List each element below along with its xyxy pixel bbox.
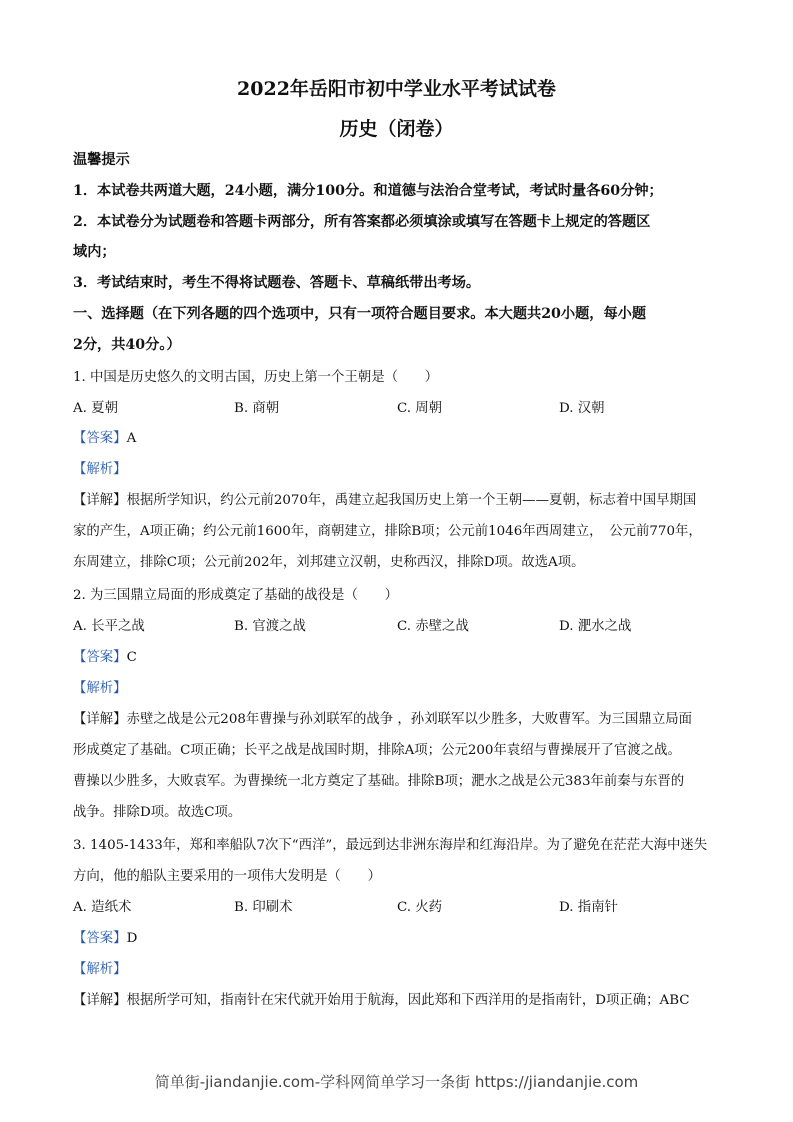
- q3-stem-cont: 方向，他的船队主要采用的一项伟大发明是（ ）: [73, 869, 381, 884]
- q2-stem: 2. 为三国鼎立局面的形成奠定了基础的战役是（ ）: [73, 588, 399, 603]
- q1-detail-3: 东周建立，排除C项；公元前202年，刘邦建立汉朝，史称西汉，排除D项。故选A项。: [73, 555, 585, 570]
- q2-detail-1: 【详解】赤壁之战是公元208年曹操与孙刘联军的战争 ，孙刘联军以少胜多，大败曹军。为三国鼎立局面: [73, 712, 692, 727]
- q3-stem: 3. 1405-1433年，郑和率船队7次下“西洋”，最远到达非洲东海岸和红海沿岸。为了避免在茫茫大海中迷失: [73, 838, 708, 853]
- tip-2-cont: 域内；: [73, 244, 116, 260]
- analysis-label: 【解析】: [73, 962, 127, 977]
- tip-3: 3．考试结束时，考生不得将试题卷、答题卡、草稿纸带出考场。: [73, 275, 481, 291]
- page-title: 2022年岳阳市初中学业水平考试试卷: [237, 78, 556, 100]
- detail-label: 【详解】: [73, 712, 127, 727]
- page-subtitle: 历史（闭卷）: [339, 118, 454, 140]
- analysis-label: 【解析】: [73, 681, 127, 696]
- q2-answer-value: C: [126, 650, 137, 665]
- q2-detail-3: 曹操以少胜多，大败袁军。为曹操统一北方奠定了基础。排除B项；淝水之战是公元383年前秦与东晋的: [73, 774, 685, 789]
- detail-label: 【详解】: [73, 993, 127, 1008]
- q2-option-d: D. 淝水之战: [559, 619, 632, 634]
- tip-1: 1．本试卷共两道大题，24小题，满分100分。和道德与法治合堂考试，考试时量各60分钟；: [73, 183, 663, 199]
- q2-detail-2: 形成奠定了基础。C项正确；长平之战是战国时期，排除A项；公元200年袁绍与曹操展开了官渡之战。: [73, 743, 681, 758]
- q2-option-c: C. 赤壁之战: [397, 619, 469, 634]
- q1-answer: [73, 429, 723, 449]
- analysis-label: 【解析】: [73, 462, 127, 477]
- q1-option-c: C. 周朝: [397, 401, 443, 416]
- q3-analysis: [73, 960, 723, 980]
- q3-detail-1: 【详解】根据所学可知，指南针在宋代就开始用于航海，因此郑和下西洋用的是指南针，D项正确；ABC: [73, 993, 690, 1008]
- answer-label: 【答案】: [73, 931, 127, 946]
- q3-option-c: C. 火药: [397, 900, 443, 915]
- q2-analysis: [73, 679, 723, 699]
- q1-stem: 1. 中国是历史悠久的文明古国，历史上第一个王朝是（ ）: [73, 370, 439, 385]
- q1-option-b: B. 商朝: [234, 401, 280, 416]
- q3-option-a: A. 造纸术: [73, 900, 132, 915]
- q2-answer: [73, 648, 723, 668]
- tips-heading: 温馨提示: [73, 152, 130, 168]
- q1-detail-2: 家的产生，A项正确；约公元前1600年，商朝建立，排除B项；公元前1046年西周建立， 公元前770年，: [73, 524, 702, 539]
- q3-answer-value: D: [126, 931, 138, 946]
- q2-option-a: A. 长平之战: [73, 619, 145, 634]
- answer-label: 【答案】: [73, 650, 127, 665]
- q3-answer: [73, 929, 723, 949]
- page-footer: 简单街-jiandanjie.com-学科网简单学习一条街 https://jiandanjie.com: [154, 1073, 639, 1091]
- section-heading: 一、选择题（在下列各题的四个选项中，只有一项符合题目要求。本大题共20小题，每小题: [73, 306, 647, 322]
- q2-detail-4: 战争。排除D项。故选C项。: [73, 805, 242, 820]
- section-heading-cont: 2分，共40分。）: [73, 337, 181, 353]
- q3-option-b: B. 印刷术: [234, 900, 293, 915]
- q3-option-d: D. 指南针: [559, 900, 618, 915]
- q1-answer-value: A: [126, 431, 137, 446]
- q1-detail-1: 【详解】根据所学知识，约公元前2070年，禹建立起我国历史上第一个王朝——夏朝，标志着中国早期国: [73, 493, 697, 508]
- detail-label: 【详解】: [73, 493, 127, 508]
- q2-option-b: B. 官渡之战: [234, 619, 306, 634]
- q1-analysis: [73, 460, 723, 480]
- tip-2: 2．本试卷分为试题卷和答题卡两部分，所有答案都必须填涂或填写在答题卡上规定的答题区: [73, 214, 651, 230]
- answer-label: 【答案】: [73, 431, 127, 446]
- q1-option-a: A. 夏朝: [73, 401, 118, 416]
- q1-option-d: D. 汉朝: [559, 401, 605, 416]
